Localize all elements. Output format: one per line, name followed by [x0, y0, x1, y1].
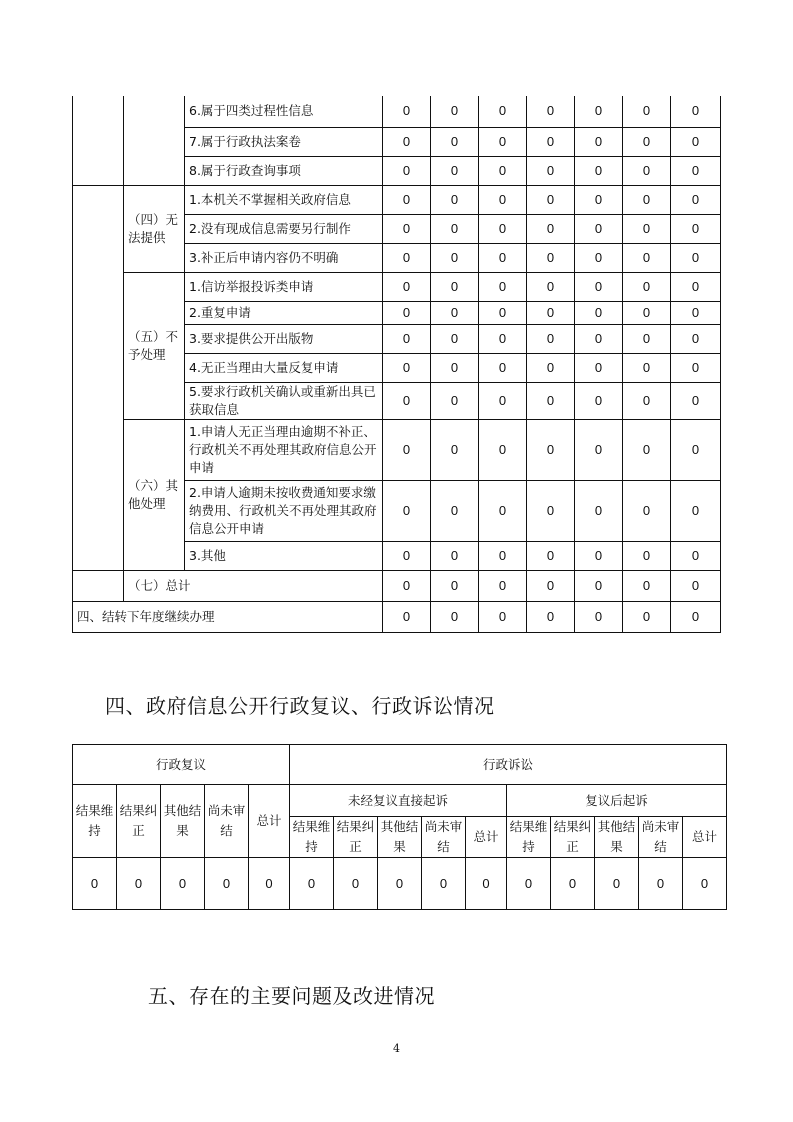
cell-value: 0 [431, 185, 479, 214]
total-value: 0 [623, 570, 671, 601]
cell-value: 0 [383, 272, 431, 301]
total-value: 0 [383, 570, 431, 601]
category-label: （五）不予处理 [128, 328, 179, 362]
cell-value: 0 [575, 243, 623, 272]
litigation-col-header: 尚未审结 [639, 817, 683, 858]
cell-value: 0 [383, 419, 431, 480]
review-litigation-table [72, 744, 727, 910]
cell-value: 0 [431, 214, 479, 243]
admin-litigation-label: 行政诉讼 [483, 756, 534, 772]
cell-value: 0 [479, 419, 527, 480]
cell-value: 0 [383, 127, 431, 156]
cell-value: 0 [479, 185, 527, 214]
cell-value: 0 [431, 324, 479, 353]
review-litigation-value: 0 [73, 858, 117, 910]
cell-value: 0 [671, 419, 721, 480]
cell-value: 0 [479, 214, 527, 243]
cell-value: 0 [479, 96, 527, 127]
cell-value: 0 [527, 127, 575, 156]
carry-over-value: 0 [623, 601, 671, 632]
cell-value: 0 [527, 156, 575, 185]
cell-value: 0 [623, 185, 671, 214]
cell-value: 0 [575, 541, 623, 570]
total-label: （七）总计 [124, 570, 383, 601]
litigation-col-header: 尚未审结 [422, 817, 466, 858]
row-label: 3.要求提供公开出版物 [185, 324, 383, 353]
review-litigation-value: 0 [683, 858, 727, 910]
carry-over-label: 四、结转下年度继续办理 [73, 601, 383, 632]
cell-value: 0 [527, 272, 575, 301]
cell-value: 0 [431, 382, 479, 419]
cell-value: 0 [527, 480, 575, 541]
cell-value: 0 [383, 324, 431, 353]
cell-value: 0 [431, 480, 479, 541]
cell-value: 0 [671, 353, 721, 382]
row-label: 8.属于行政查询事项 [185, 156, 383, 185]
row-label: 1.信访举报投诉类申请 [185, 272, 383, 301]
review-litigation-value: 0 [466, 858, 507, 910]
carry-over-value: 0 [479, 601, 527, 632]
total-value: 0 [671, 570, 721, 601]
cell-value: 0 [623, 96, 671, 127]
cell-value: 0 [671, 243, 721, 272]
cell-value: 0 [575, 419, 623, 480]
review-col-header: 总计 [249, 785, 290, 858]
cell-value: 0 [431, 353, 479, 382]
category-blank [124, 96, 185, 185]
carry-over-value: 0 [575, 601, 623, 632]
litigation-col-header: 结果纠正 [334, 817, 378, 858]
row-label: 1.本机关不掌握相关政府信息 [185, 185, 383, 214]
carry-over-value: 0 [431, 601, 479, 632]
cell-value: 0 [479, 127, 527, 156]
review-litigation-value: 0 [378, 858, 422, 910]
cell-value: 0 [527, 419, 575, 480]
cell-value: 0 [575, 480, 623, 541]
cell-value: 0 [527, 96, 575, 127]
row-label: 6.属于四类过程性信息 [185, 96, 383, 127]
cell-value: 0 [383, 541, 431, 570]
direct-suit-header: 未经复议直接起诉 [290, 785, 507, 817]
category-label: （四）无法提供 [128, 211, 179, 245]
cell-value: 0 [623, 301, 671, 324]
cell-value: 0 [575, 185, 623, 214]
cell-value: 0 [671, 127, 721, 156]
review-litigation-value: 0 [117, 858, 161, 910]
cell-value: 0 [671, 301, 721, 324]
cell-value: 0 [383, 301, 431, 324]
cell-value: 0 [383, 185, 431, 214]
row-label: 5.要求行政机关确认或重新出具已获取信息 [185, 382, 383, 419]
cell-value: 0 [623, 214, 671, 243]
cell-value: 0 [671, 96, 721, 127]
review-litigation-value: 0 [334, 858, 378, 910]
cell-value: 0 [623, 324, 671, 353]
cell-value: 0 [431, 243, 479, 272]
row-label: 2.重复申请 [185, 301, 383, 324]
cell-value: 0 [383, 156, 431, 185]
cell-value: 0 [431, 96, 479, 127]
litigation-col-header: 结果维持 [507, 817, 551, 858]
review-litigation-value: 0 [551, 858, 595, 910]
review-litigation-value: 0 [290, 858, 334, 910]
review-litigation-value: 0 [161, 858, 205, 910]
cell-value: 0 [671, 185, 721, 214]
row-label: 2.没有现成信息需要另行制作 [185, 214, 383, 243]
review-litigation-value: 0 [595, 858, 639, 910]
review-litigation-value: 0 [205, 858, 249, 910]
cell-value: 0 [671, 324, 721, 353]
litigation-col-header: 结果纠正 [551, 817, 595, 858]
row-label: 2.申请人逾期未按收费通知要求缴纳费用、行政机关不再处理其政府信息公开申请 [185, 480, 383, 541]
after-review-suit-header: 复议后起诉 [507, 785, 727, 817]
cell-value: 0 [431, 419, 479, 480]
cell-value: 0 [623, 156, 671, 185]
section-4-heading: 四、政府信息公开行政复议、行政诉讼情况 [105, 694, 495, 718]
cell-value: 0 [623, 382, 671, 419]
table-left-blank-3 [73, 570, 124, 601]
cell-value: 0 [575, 96, 623, 127]
cell-value: 0 [527, 214, 575, 243]
cell-value: 0 [527, 353, 575, 382]
cell-value: 0 [623, 353, 671, 382]
cell-value: 0 [575, 127, 623, 156]
carry-over-value: 0 [671, 601, 721, 632]
cell-value: 0 [383, 96, 431, 127]
cell-value: 0 [479, 382, 527, 419]
litigation-col-header: 结果维持 [290, 817, 334, 858]
cell-value: 0 [479, 156, 527, 185]
cell-value: 0 [623, 127, 671, 156]
cell-value: 0 [527, 541, 575, 570]
application-handling-table [72, 96, 721, 633]
admin-litigation-header [290, 745, 727, 785]
table-left-blank-2 [73, 185, 124, 570]
cell-value: 0 [575, 156, 623, 185]
litigation-col-header: 其他结果 [378, 817, 422, 858]
cell-value: 0 [383, 353, 431, 382]
cell-value: 0 [575, 353, 623, 382]
cell-value: 0 [431, 541, 479, 570]
cell-value: 0 [383, 480, 431, 541]
page-number: 4 [393, 1042, 400, 1055]
total-value: 0 [479, 570, 527, 601]
cell-value: 0 [431, 127, 479, 156]
litigation-col-header: 其他结果 [595, 817, 639, 858]
cell-value: 0 [527, 185, 575, 214]
total-value: 0 [431, 570, 479, 601]
cell-value: 0 [623, 419, 671, 480]
cell-value: 0 [575, 272, 623, 301]
cell-value: 0 [527, 382, 575, 419]
review-col-header: 结果维持 [73, 785, 117, 858]
row-label: 4.无正当理由大量反复申请 [185, 353, 383, 382]
cell-value: 0 [479, 243, 527, 272]
cell-value: 0 [527, 301, 575, 324]
cell-value: 0 [623, 480, 671, 541]
cell-value: 0 [671, 156, 721, 185]
row-label: 1.申请人无正当理由逾期不补正、行政机关不再处理其政府信息公开申请 [185, 419, 383, 480]
category-label: （六）其他处理 [128, 477, 179, 511]
cell-value: 0 [431, 156, 479, 185]
cell-value: 0 [575, 214, 623, 243]
review-col-header: 结果纠正 [117, 785, 161, 858]
category-c5 [124, 272, 185, 419]
cell-value: 0 [623, 272, 671, 301]
cell-value: 0 [383, 382, 431, 419]
category-c4 [124, 185, 185, 272]
cell-value: 0 [671, 541, 721, 570]
review-litigation-value: 0 [507, 858, 551, 910]
cell-value: 0 [383, 214, 431, 243]
carry-over-value: 0 [527, 601, 575, 632]
cell-value: 0 [527, 324, 575, 353]
cell-value: 0 [671, 382, 721, 419]
cell-value: 0 [479, 301, 527, 324]
section-5-heading: 五、存在的主要问题及改进情况 [148, 984, 435, 1008]
admin-review-label: 行政复议 [155, 756, 206, 772]
total-value: 0 [575, 570, 623, 601]
review-col-header: 其他结果 [161, 785, 205, 858]
row-label: 3.其他 [185, 541, 383, 570]
cell-value: 0 [623, 541, 671, 570]
cell-value: 0 [671, 214, 721, 243]
admin-review-header [73, 745, 290, 785]
cell-value: 0 [575, 301, 623, 324]
carry-over-value: 0 [383, 601, 431, 632]
cell-value: 0 [479, 480, 527, 541]
litigation-col-header: 总计 [466, 817, 507, 858]
table-left-blank [73, 96, 124, 185]
litigation-col-header: 总计 [683, 817, 727, 858]
cell-value: 0 [431, 301, 479, 324]
review-litigation-value: 0 [422, 858, 466, 910]
review-litigation-value: 0 [249, 858, 290, 910]
total-value: 0 [527, 570, 575, 601]
cell-value: 0 [383, 243, 431, 272]
cell-value: 0 [479, 272, 527, 301]
review-col-header: 尚未审结 [205, 785, 249, 858]
cell-value: 0 [575, 382, 623, 419]
category-c6 [124, 419, 185, 570]
review-litigation-value: 0 [639, 858, 683, 910]
cell-value: 0 [623, 243, 671, 272]
cell-value: 0 [575, 324, 623, 353]
cell-value: 0 [671, 272, 721, 301]
row-label: 7.属于行政执法案卷 [185, 127, 383, 156]
cell-value: 0 [671, 480, 721, 541]
cell-value: 0 [479, 324, 527, 353]
cell-value: 0 [479, 541, 527, 570]
row-label: 3.补正后申请内容仍不明确 [185, 243, 383, 272]
cell-value: 0 [479, 353, 527, 382]
cell-value: 0 [431, 272, 479, 301]
cell-value: 0 [527, 243, 575, 272]
